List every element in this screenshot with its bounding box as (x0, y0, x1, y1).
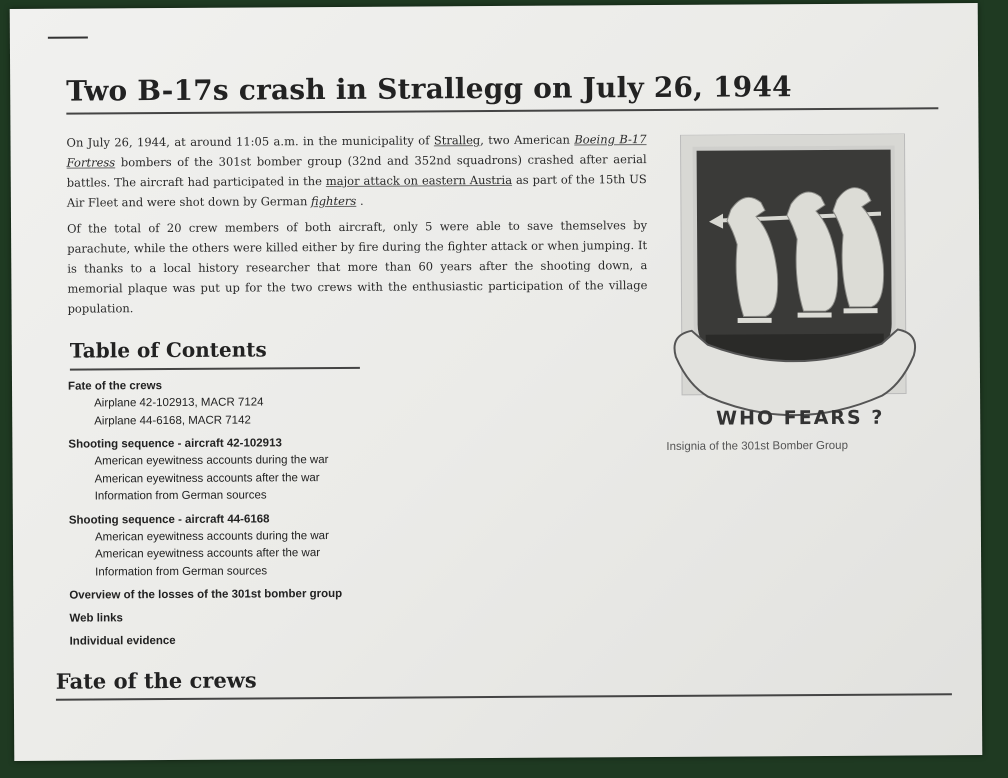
toc-section-losses-overview[interactable]: Overview of the losses of the 301st bomber group (69, 587, 343, 602)
toc-item-airplane-42-102913[interactable]: Airplane 42-102913, MACR 7124 (94, 396, 264, 410)
insignia-motto: WHO FEARS ? (716, 406, 885, 430)
eagle-group (727, 188, 884, 321)
toc-item-eyewitness-during-war[interactable]: American eyewitness accounts during the war (94, 529, 329, 543)
article-title: Two B-17s crash in Strallegg on July 26, 1944 (66, 70, 792, 108)
p1-text-5: . (356, 193, 364, 208)
link-stralleg[interactable]: Stralleg (433, 133, 481, 148)
toc-section-web-links[interactable]: Web links (69, 612, 123, 625)
section-heading-fate-of-crews: Fate of the crews (55, 667, 257, 694)
intro-paragraph (66, 129, 646, 213)
toc-item-german-sources[interactable]: Information from German sources (94, 489, 267, 503)
p1-text-1: On July 26, 1944, at around 11:05 a.m. in the municipality of (66, 133, 434, 150)
crew-paragraph: Of the total of 20 crew members of both aircraft, only 5 were able to save themselves by parachute, while the others were killed either by fire during the fighter attack or when jumping. It is thanks to a local history researcher that more than 60 years after the shooting down, a memorial plaque was put up for the two crews with the enthusiastic participation of the village population. (67, 218, 648, 316)
toc-section-shooting-42-102913[interactable]: Shooting sequence - aircraft 42-102913 (68, 437, 282, 451)
toc-rule (70, 367, 360, 371)
toc-item-eyewitness-after-war[interactable]: American eyewitness accounts after the war (94, 471, 320, 485)
toc-item-eyewitness-during-war[interactable]: American eyewitness accounts during the war (94, 454, 329, 468)
toc-title: Table of Contents (69, 337, 267, 363)
toc-section-shooting-44-6168[interactable]: Shooting sequence - aircraft 44-6168 (68, 512, 270, 527)
figure-caption: Insignia of the 301st Bomber Group (666, 439, 848, 453)
toc-item-eyewitness-after-war[interactable]: American eyewitness accounts after the war (95, 547, 321, 561)
insignia-image (660, 133, 942, 435)
title-rule (66, 107, 938, 114)
section-rule (56, 693, 952, 700)
printed-page (10, 3, 983, 761)
toc-item-airplane-44-6168[interactable]: Airplane 44-6168, MACR 7142 (94, 413, 251, 427)
insignia-figure (660, 133, 942, 453)
toc-section-individual-evidence[interactable]: Individual evidence (69, 634, 176, 648)
p1-text-3: bombers of the 301st bomber group (32nd and 352nd squadrons) crashed after aerial battles. The aircraft had participated in the (66, 152, 647, 190)
toc-section-fate-of-crews[interactable]: Fate of the crews (67, 380, 163, 393)
toc-item-german-sources[interactable]: Information from German sources (95, 564, 268, 578)
link-major-attack[interactable]: major attack on eastern Austria (325, 172, 513, 189)
p1-text-4: as part of the 15th US Air Fleet and were shot down by German (66, 172, 647, 210)
header-stub-line (48, 36, 88, 38)
table-of-contents (68, 371, 410, 651)
p1-text-2: , two American (480, 132, 575, 148)
link-fighters[interactable]: fighters (310, 193, 357, 209)
link-boeing-b17[interactable]: Boeing B-17 Fortress (66, 132, 647, 170)
